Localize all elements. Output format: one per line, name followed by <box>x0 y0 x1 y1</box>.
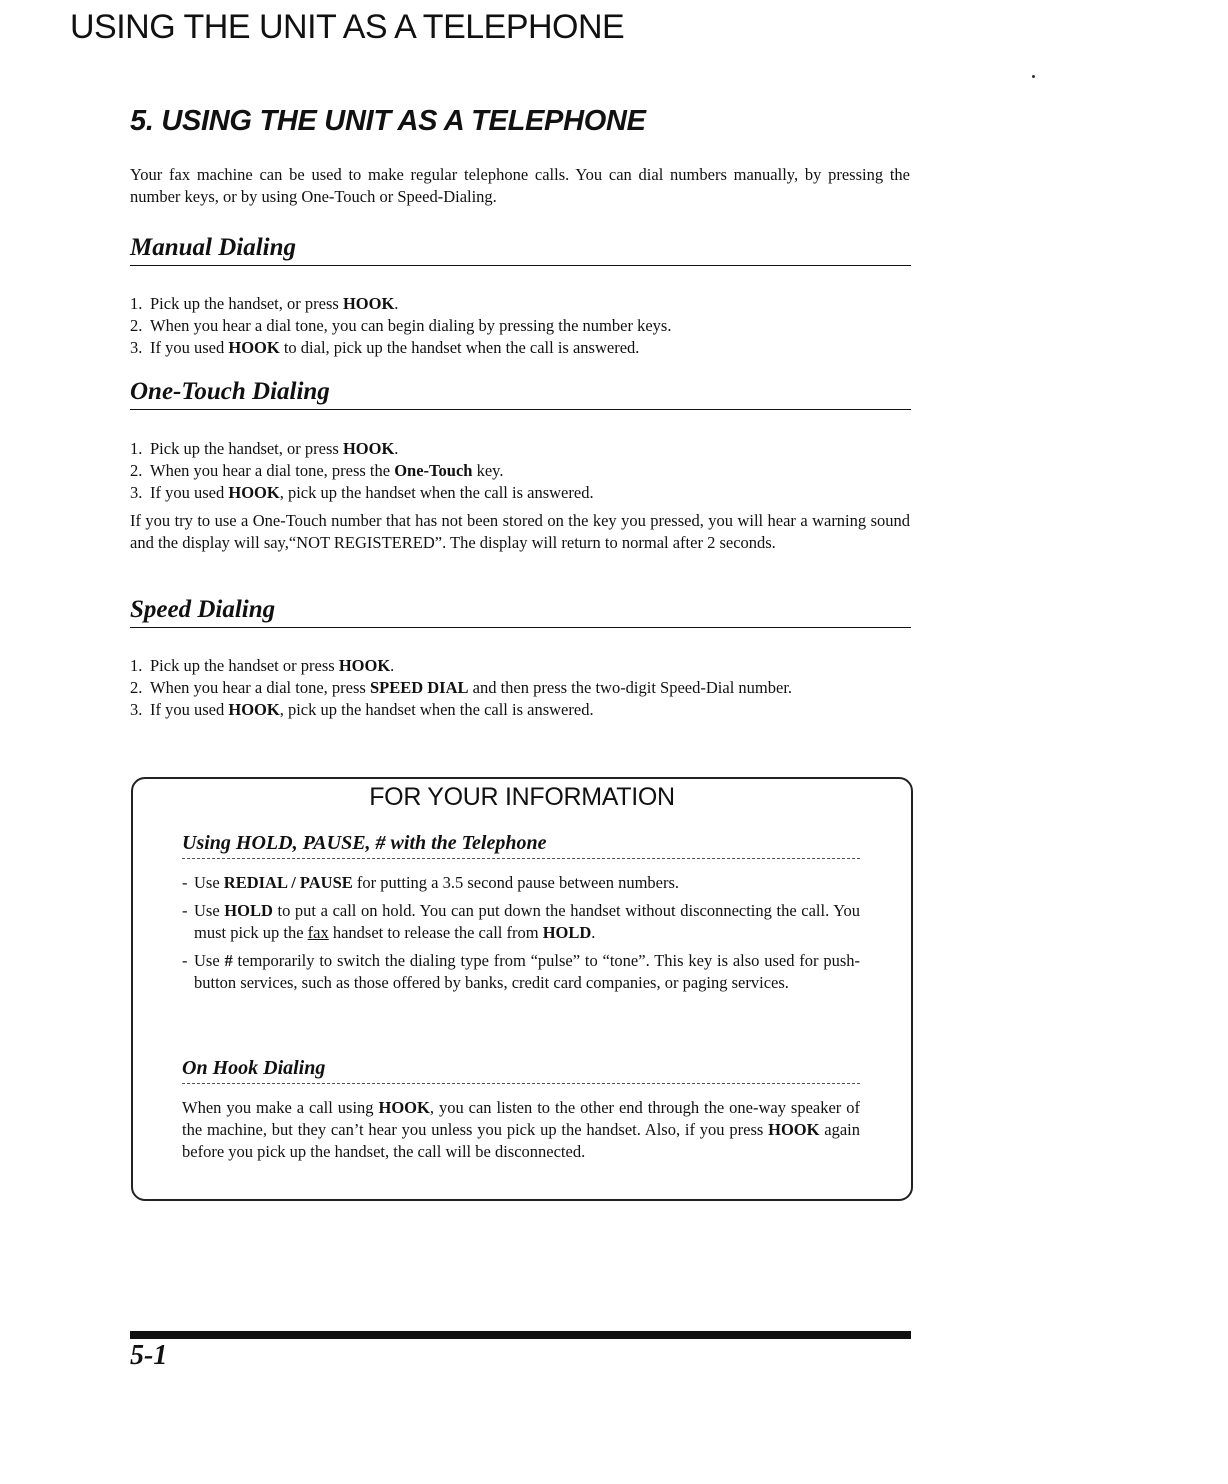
page-number: 5-1 <box>130 1340 168 1371</box>
one-touch-dialing-heading: One-Touch Dialing <box>130 377 911 410</box>
list-item: 1. Pick up the handset, or press HOOK. <box>130 439 399 458</box>
list-item: 2. When you hear a dial tone, press the One-Touch key. <box>130 461 504 480</box>
intro-paragraph: Your fax machine can be used to make regular telephone calls. You can dial numbers manually, by pressing the number keys, or by using One-Touch or Speed-Dialing. <box>130 165 910 206</box>
running-header: USING THE UNIT AS A TELEPHONE <box>70 8 625 46</box>
list-item: 1. Pick up the handset or press HOOK. <box>130 656 395 675</box>
list-item: 3. If you used HOOK, pick up the handset when the call is answered. <box>130 700 594 719</box>
on-hook-dialing-heading: On Hook Dialing <box>182 1056 860 1084</box>
hold-pause-bullets <box>182 872 860 1000</box>
list-item: 3. If you used HOOK to dial, pick up the handset when the call is answered. <box>130 338 640 357</box>
list-item: 2. When you hear a dial tone, press SPEED DIAL and then press the two-digit Speed-Dial number. <box>130 678 793 697</box>
list-item: - Use REDIAL / PAUSE for putting a 3.5 second pause between numbers. <box>182 873 680 892</box>
info-box-title: FOR YOUR INFORMATION <box>369 783 675 811</box>
list-item: - Use HOLD to put a call on hold. You can put down the handset without disconnecting the call. You must pick up the fax handset to release the call from HOLD. <box>182 901 860 942</box>
chapter-title: 5. USING THE UNIT AS A TELEPHONE <box>130 105 646 137</box>
speed-dialing-steps <box>130 655 910 721</box>
list-item: 1. Pick up the handset, or press HOOK. <box>130 294 399 313</box>
info-box <box>131 777 913 1201</box>
speed-dialing-heading: Speed Dialing <box>130 595 911 628</box>
not-registered-note: If you try to use a One-Touch number that has not been stored on the key you pressed, you will hear a warning sound and the display will say,“NOT REGISTERED”. The display will return to normal after 2 seconds. <box>130 511 910 552</box>
list-item: - Use # temporarily to switch the dialing type from “pulse” to “tone”. This key is also used for push-button services, such as those offered by banks, credit card companies, or paging services. <box>182 951 860 992</box>
one-touch-dialing-steps <box>130 438 910 504</box>
scan-speck <box>1032 75 1035 78</box>
on-hook-dialing-text: When you make a call using HOOK, you can listen to the other end through the one-way speaker of the machine, but they can’t hear you unless you pick up the handset. Also, if you press HOOK again before you pick up the handset, the call will be disconnected. <box>182 1098 861 1161</box>
footer-rule <box>130 1331 911 1339</box>
list-item: 3. If you used HOOK, pick up the handset when the call is answered. <box>130 483 594 502</box>
hold-pause-heading: Using HOLD, PAUSE, # with the Telephone <box>182 831 860 859</box>
manual-dialing-heading: Manual Dialing <box>130 233 911 266</box>
list-item: 2. When you hear a dial tone, you can begin dialing by pressing the number keys. <box>130 316 672 335</box>
manual-dialing-steps <box>130 293 910 359</box>
